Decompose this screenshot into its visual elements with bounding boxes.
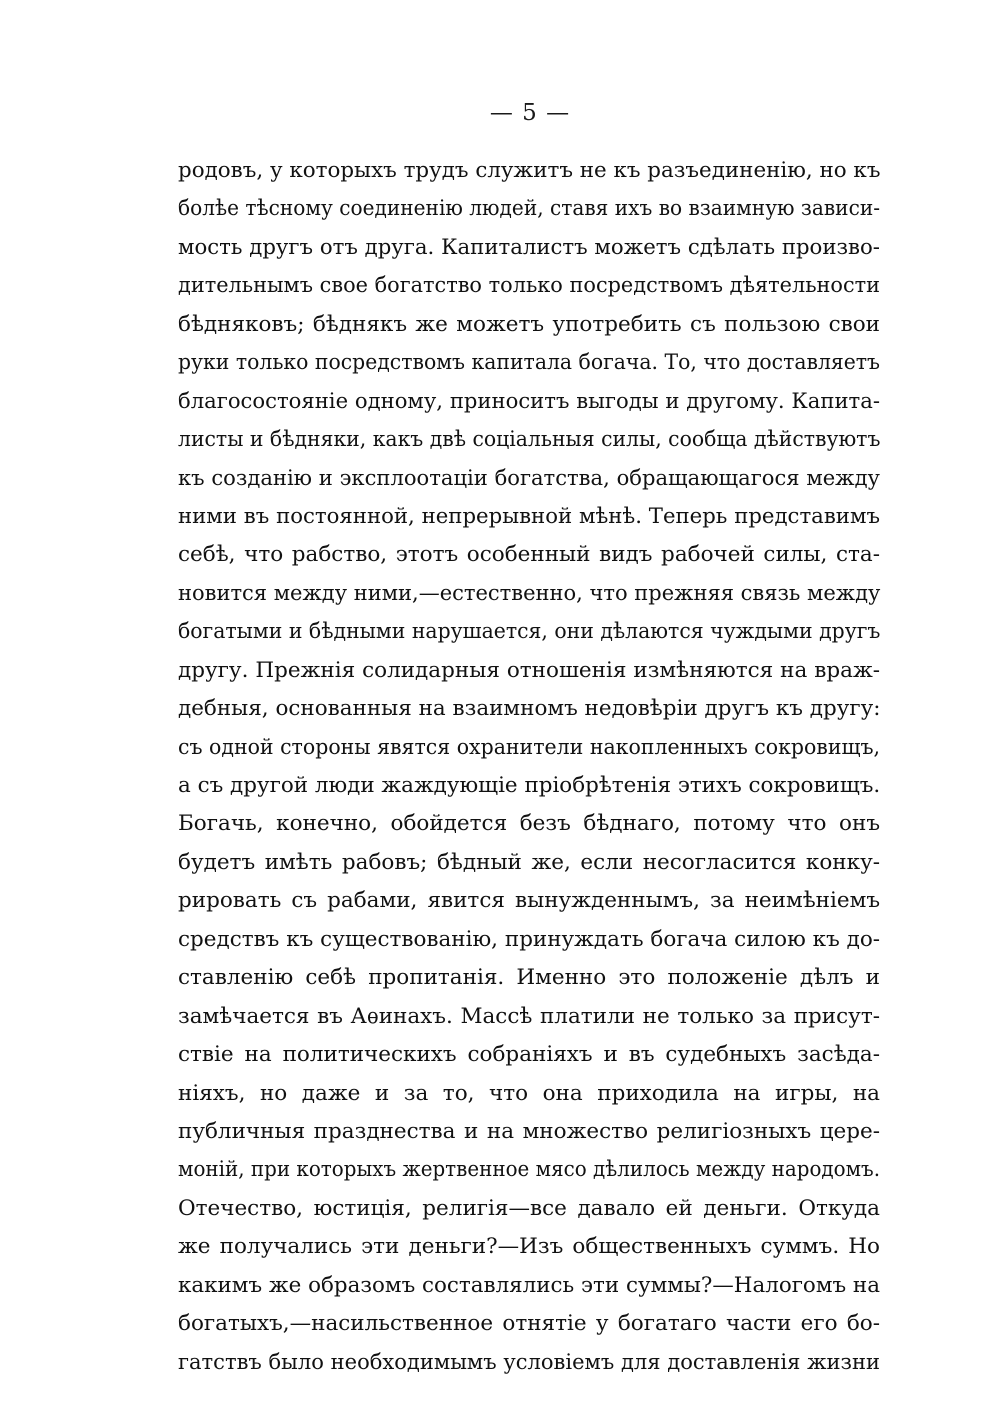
text-line: Богачь, конечно, обойдется безъ бѣднаго, потому что онъ: [178, 811, 880, 837]
text-line: листы и бѣдняки, какъ двѣ соціальныя силы, сообща дѣйствуютъ: [178, 427, 881, 453]
text-line: съ одной стороны явятся охранители накопленныхъ сокровищъ,: [178, 734, 881, 760]
text-line: другу. Прежнія солидарныя отношенія измѣняются на враж-: [178, 657, 880, 683]
text-line: рировать съ рабами, явится вынужденнымъ, за неимѣніемъ: [178, 888, 880, 914]
text-line: будетъ имѣть рабовъ; бѣдный же, если несогласится конку-: [178, 849, 880, 875]
text-line: къ созданію и эксплоотаціи богатства, обращающагося между: [178, 465, 880, 491]
text-line: дительнымъ свое богатство только посредствомъ дѣятельности: [178, 273, 881, 299]
text-line: а съ другой люди жаждующіе пріобрѣтенія этихъ сокровищъ.: [178, 773, 881, 798]
text-line: болѣе тѣсному соединенію людей, ставя ихъ во взаимную зависи-: [178, 196, 881, 222]
text-line: же получались эти деньги?—Изъ общественныхъ суммъ. Но: [178, 1234, 880, 1260]
text-line: моній, при которыхъ жертвенное мясо дѣлилось между народомъ.: [178, 1157, 881, 1183]
body-text: [178, 152, 880, 1382]
text-line: гатствъ было необходимымъ условіемъ для доставленія жизни: [178, 1349, 880, 1375]
text-line: ставленію себѣ пропитанія. Именно это положеніе дѣлъ и: [178, 965, 880, 991]
text-line: новится между ними,—естественно, что прежняя связь между: [178, 580, 881, 606]
text-line: какимъ же образомъ составлялись эти суммы?—Налогомъ на: [178, 1272, 880, 1298]
text-line: ними въ постоянной, непрерывной мѣнѣ. Теперь представимъ: [178, 503, 880, 529]
text-line: родовъ, у которыхъ трудъ служитъ не къ разъединенію, но къ: [178, 158, 881, 183]
text-line: ніяхъ, но даже и за то, что она приходила на игры, на: [178, 1080, 880, 1106]
text-line: себѣ, что рабство, этотъ особенный видъ рабочей силы, ста-: [178, 542, 880, 568]
text-line: бѣдняковъ; бѣднякъ же можетъ употребить съ пользою свои: [178, 311, 880, 337]
text-line: богатыхъ,—насильственное отнятіе у богатаго части его бо-: [178, 1311, 880, 1337]
text-line: публичныя празднества и на множество религіозныхъ цере-: [178, 1118, 880, 1144]
text-line: средствъ къ существованію, принуждать богача силою къ до-: [178, 926, 881, 952]
text-line: замѣчается въ Аѳинахъ. Массѣ платили не только за присут-: [178, 1003, 880, 1029]
text-line: богатыми и бѣдными нарушается, они дѣлаются чуждыми другъ: [178, 619, 881, 645]
text-line: руки только посредствомъ капитала богача. То, что доставляетъ: [178, 350, 881, 376]
text-line: Отечество, юстиція, религія—все давало ей деньги. Откуда: [178, 1195, 880, 1221]
text-line: ствіе на политическихъ собраніяхъ и въ судебныхъ засѣда-: [178, 1042, 880, 1068]
page-number: — 5 —: [489, 100, 571, 126]
text-line: благосостояніе одному, приноситъ выгоды и другому. Капита-: [178, 388, 881, 414]
text-line: мость другъ отъ друга. Капиталистъ можетъ сдѣлать произво-: [178, 234, 880, 260]
text-line: дебныя, основанныя на взаимномъ недовѣріи другъ къ другу:: [178, 696, 881, 722]
